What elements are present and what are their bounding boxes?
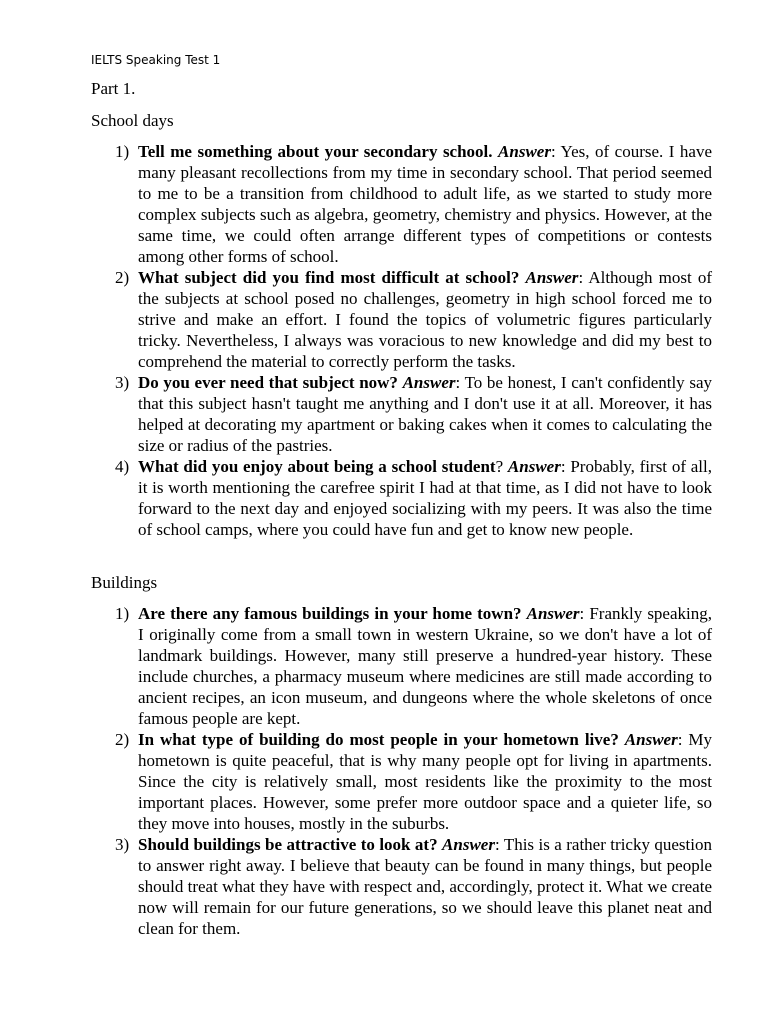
part-title: Part 1.: [91, 79, 136, 98]
answer-label: Answer: [507, 457, 561, 476]
list-item: [91, 456, 712, 540]
answer-text: : Yes, of course. I have many pleasant recollections from my time in secondary school. That period seemed to me to be a transition from childhood to adult life, as we started to study more complex subjects such as algebra, geometry, chemistry and physics. However, at the same time, we could often arrange different types of competitions or contests among other forms of school.: [138, 142, 713, 266]
answer-text: : My hometown is quite peaceful, that is why many people opt for living in apartments. Since the city is relatively small, most residents like the proximity to the most important places. However, some prefer more outdoor space and a quieter life, so they move into houses, mostly in the suburbs.: [138, 730, 713, 833]
question-text: What did you enjoy about being a school student: [138, 457, 496, 476]
document-header: IELTS Speaking Test 1: [91, 53, 221, 67]
question-text: Are there any famous buildings in your home town?: [138, 604, 522, 623]
item-number: 4): [115, 457, 130, 476]
list-item: [91, 141, 712, 267]
answer-label: Answer: [624, 730, 678, 749]
answer-label: Answer: [442, 835, 495, 854]
item-number: 3): [115, 835, 130, 854]
section-buildings: [91, 572, 712, 939]
item-number: 1): [115, 604, 130, 623]
section-title: School days: [91, 111, 174, 130]
item-number: 2): [115, 268, 130, 287]
answer-text: : This is a rather tricky question to answer right away. I believe that beauty can be found in many things, but people should treat what they have with respect and, accordingly, protect it. What we create now will remain for our future generations, so we should leave this planet neat and clean for them.: [138, 835, 712, 938]
item-number: 1): [115, 142, 130, 161]
list-item: [91, 372, 712, 456]
list-item: [91, 729, 712, 834]
answer-text: : Probably, first of all, it is worth mentioning the carefree spirit I had at that time, as I did not have to look forward to the next day and enjoyed socializing with my peers. It was also the time of school camps, where you could have fun and get to know new people.: [138, 457, 712, 539]
question-tail: ?: [495, 457, 504, 476]
list-item: [91, 603, 712, 729]
question-list: [91, 603, 712, 939]
item-number: 3): [115, 373, 130, 392]
question-text: In what type of building do most people in your hometown live?: [138, 730, 619, 749]
question-text: Tell me something about your secondary school.: [138, 142, 493, 161]
answer-label: Answer: [498, 142, 551, 161]
section-school-days: [91, 110, 712, 540]
question-text: What subject did you find most difficult at school?: [138, 268, 520, 287]
answer-text: : Although most of the subjects at school posed no challenges, geometry in high school forced me to strive and make an effort. I found the topics of volumetric figures particularly tricky. Nevertheless, I always was voracious to new knowledge and did my best to comprehend the material to correctly perform the tasks.: [138, 268, 713, 371]
section-title: Buildings: [91, 573, 158, 592]
answer-label: Answer: [526, 604, 580, 623]
answer-text: : To be honest, I can't confidently say that this subject hasn't taught me anything and I don't use it at all. Moreover, it has helped at decorating my apartment or baking cakes when it comes to calculating the size or radius of the pastries.: [138, 373, 712, 455]
question-text: Do you ever need that subject now?: [138, 373, 398, 392]
answer-text: : Frankly speaking, I originally come from a small town in western Ukraine, so we don't have a lot of landmark buildings. However, many still preserve a hundred-year history. These include churches, a pharmacy museum where medicines are still made according to ancient recipes, an icon museum, and dungeons where the whole skeletons of once famous people are kept.: [138, 604, 712, 728]
item-number: 2): [115, 730, 130, 749]
answer-label: Answer: [402, 373, 456, 392]
question-list: [91, 141, 712, 540]
list-item: [91, 834, 712, 939]
question-text: Should buildings be attractive to look at?: [138, 835, 438, 854]
list-item: [91, 267, 712, 372]
answer-label: Answer: [525, 268, 579, 287]
